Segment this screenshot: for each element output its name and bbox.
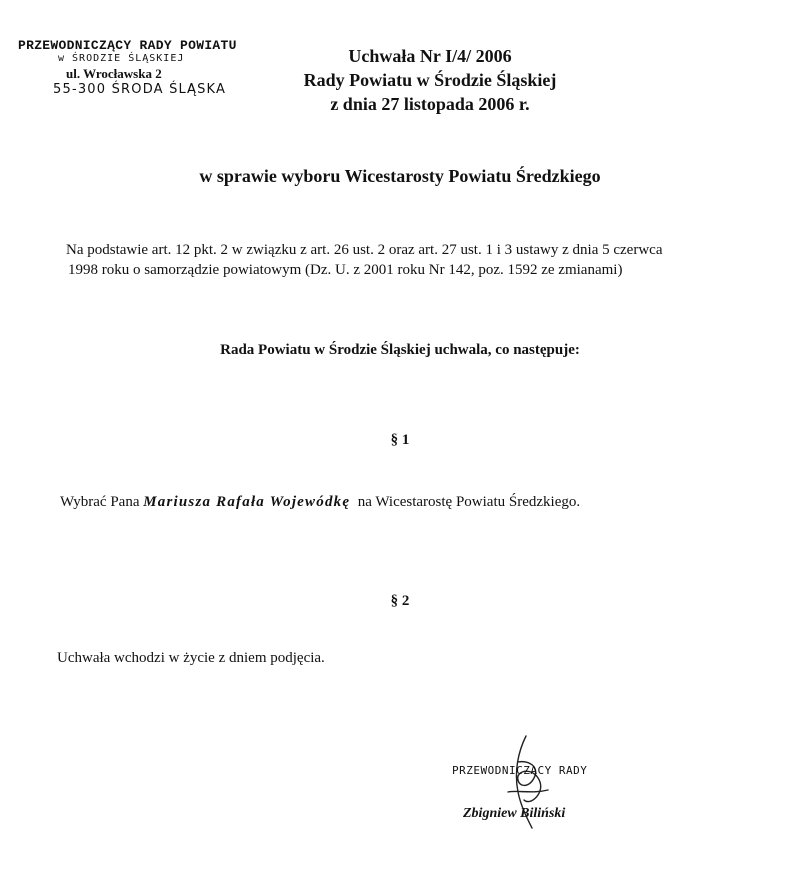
signatory-name: Zbigniew Biliński <box>463 806 566 821</box>
legal-basis <box>66 240 662 280</box>
title-number: Uchwała Nr I/4/ 2006 <box>348 46 512 66</box>
legal-basis-line: 1998 roku o samorządzie powiatowym (Dz. U. z 2001 roku Nr 142, poz. 1592 ze zmianami) <box>68 262 623 278</box>
title-date: z dnia 27 listopada 2006 r. <box>330 94 530 114</box>
section-2-text: Uchwała wchodzi w życie z dniem podjęcia. <box>57 650 325 666</box>
section-1-text-before: Wybrać Pana <box>60 494 144 510</box>
section-heading-2: § 2 <box>390 593 410 609</box>
title-council: Rady Powiatu w Środzie Śląskiej <box>303 70 557 90</box>
stamp-line-street: ul. Wrocławska 2 <box>66 66 162 81</box>
signatory-role: PRZEWODNICZĄCY RADY <box>452 764 588 777</box>
resolution-subject: w sprawie wyboru Wicestarosty Powiatu Średzkiego <box>199 166 601 186</box>
legal-basis-line: Na podstawie art. 12 pkt. 2 w związku z art. 26 ust. 2 oraz art. 27 ust. 1 i 3 ustawy z dnia 5 czerwca <box>66 242 663 258</box>
resolves-statement: Rada Powiatu w Środzie Śląskiej uchwala, co następuje: <box>220 342 580 358</box>
elected-person-name: Mariusza Rafała Wojewódkę <box>143 494 351 510</box>
section-1-text-after: na Wicestarostę Powiatu Średzkiego. <box>350 494 581 510</box>
stamp-line-postal: 55-300 ŚRODA ŚLĄSKA <box>53 82 227 97</box>
section-heading-1: § 1 <box>390 432 410 448</box>
section-1-text <box>60 494 580 511</box>
stamp-line-location: w ŚRODZIE ŚLĄSKIEJ <box>58 53 185 64</box>
stamp-line-title: PRZEWODNICZĄCY RADY POWIATU <box>18 38 237 53</box>
